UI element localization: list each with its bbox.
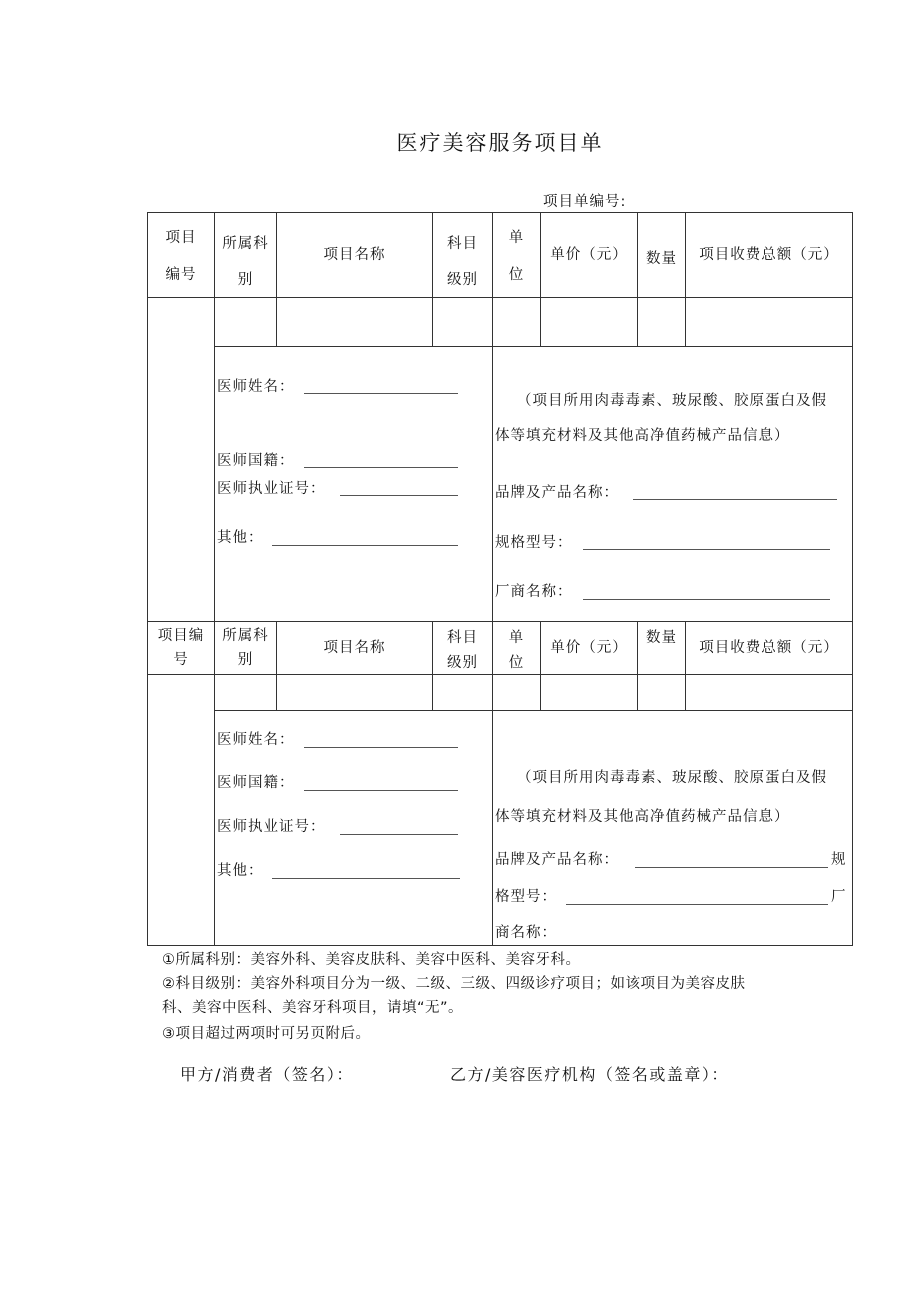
maker-label-1: 厂商名称： (495, 584, 573, 600)
spec-label-part2-2: 格型号： (495, 889, 557, 905)
header-department-2: 所属科别 (222, 628, 269, 668)
document-title: 医疗美容服务项目单 (396, 131, 604, 155)
maker-label-part2-2: 商名称： (495, 925, 557, 941)
input-item-name-2[interactable] (277, 675, 432, 710)
brand-field-2[interactable] (635, 867, 828, 868)
doctor-name-label-1: 医师姓名： (217, 379, 295, 395)
doctor-name-field-2[interactable] (304, 747, 458, 748)
party-a-signature-label: 甲方/消费者（签名）： (180, 1065, 354, 1084)
input-unit-price-1[interactable] (541, 298, 637, 346)
doctor-other-label-1: 其他： (217, 530, 264, 546)
doctor-license-field-1[interactable] (340, 495, 458, 496)
doctor-nationality-field-1[interactable] (304, 467, 458, 468)
input-quantity-2[interactable] (638, 675, 685, 710)
party-b-signature-label: 乙方/美容医疗机构（签名或盖章）： (450, 1065, 729, 1084)
doctor-other-label-2: 其他： (217, 863, 264, 879)
header-department: 所属科别 (222, 236, 269, 288)
maker-field-1[interactable] (583, 599, 830, 600)
header-quantity-2: 数量 (646, 630, 677, 646)
spec-field-2[interactable] (566, 904, 828, 905)
form-number-label: 项目单编号: (543, 194, 627, 210)
spec-field-1[interactable] (583, 549, 830, 550)
doctor-nationality-label-2: 医师国籍： (217, 775, 295, 791)
product-note-line1-2: （项目所用肉毒毒素、玻尿酸、胶原蛋白及假 (517, 770, 827, 786)
note-extra-items: ③项目超过两项时可另页附后。 (162, 1026, 371, 1042)
header-subject-level-2: 科目级别 (447, 630, 478, 671)
doctor-license-field-2[interactable] (340, 834, 458, 835)
doctor-license-label-1: 医师执业证号： (217, 481, 326, 497)
product-note-line2-2: 体等填充材料及其他高净值药械产品信息） (495, 809, 790, 825)
doctor-name-field-1[interactable] (304, 393, 458, 394)
input-item-no-2[interactable] (148, 675, 214, 945)
input-subject-level-1[interactable] (433, 298, 492, 346)
input-total-2[interactable] (686, 675, 852, 710)
note-department: ①所属科别：美容外科、美容皮肤科、美容中医科、美容牙科。 (162, 952, 581, 968)
header-unit-2: 单位 (508, 630, 525, 671)
doctor-other-field-2[interactable] (272, 878, 460, 879)
header-subject-level: 科目级别 (447, 236, 478, 288)
brand-label-1: 品牌及产品名称： (495, 485, 619, 501)
doctor-license-label-2: 医师执业证号： (217, 819, 326, 835)
doctor-nationality-field-2[interactable] (304, 790, 458, 791)
input-subject-level-2[interactable] (433, 675, 492, 710)
product-note-line2-1: 体等填充材料及其他高净值药械产品信息） (495, 428, 790, 444)
input-item-no-1[interactable] (148, 298, 214, 621)
input-department-1[interactable] (215, 298, 276, 346)
input-unit-2[interactable] (493, 675, 540, 710)
header-item-no-2: 项目编号 (157, 628, 205, 668)
header-unit-price-2: 单价（元） (550, 640, 628, 656)
header-quantity: 数量 (646, 251, 677, 267)
input-department-2[interactable] (215, 675, 276, 710)
header-total-2: 项目收费总额（元） (699, 640, 839, 656)
spec-label-part1-2: 规 (831, 852, 847, 868)
input-total-1[interactable] (686, 298, 852, 346)
header-item-no: 项目编号 (165, 230, 197, 283)
note-subject-level-cont: 科、美容中医科、美容牙科项目，请填“无”。 (162, 1000, 464, 1016)
note-subject-level: ②科目级别：美容外科项目分为一级、二级、三级、四级诊疗项目；如该项目为美容皮肤 (162, 976, 746, 992)
brand-field-1[interactable] (633, 499, 837, 500)
header-item-name: 项目名称 (323, 247, 386, 263)
doctor-nationality-label-1: 医师国籍： (217, 453, 295, 469)
input-item-name-1[interactable] (277, 298, 432, 346)
header-total: 项目收费总额（元） (699, 247, 839, 263)
maker-label-part1-2: 厂 (831, 889, 847, 905)
input-unit-price-2[interactable] (541, 675, 637, 710)
product-note-line1-1: （项目所用肉毒毒素、玻尿酸、胶原蛋白及假 (517, 393, 827, 409)
doctor-other-field-1[interactable] (272, 545, 458, 546)
doctor-name-label-2: 医师姓名： (217, 732, 295, 748)
brand-label-2: 品牌及产品名称： (495, 852, 619, 868)
header-unit-price: 单价（元） (550, 247, 628, 263)
header-unit: 单位 (508, 230, 525, 283)
spec-label-1: 规格型号： (495, 535, 573, 551)
header-item-name-2: 项目名称 (323, 640, 386, 656)
input-quantity-1[interactable] (638, 298, 685, 346)
input-unit-1[interactable] (493, 298, 540, 346)
